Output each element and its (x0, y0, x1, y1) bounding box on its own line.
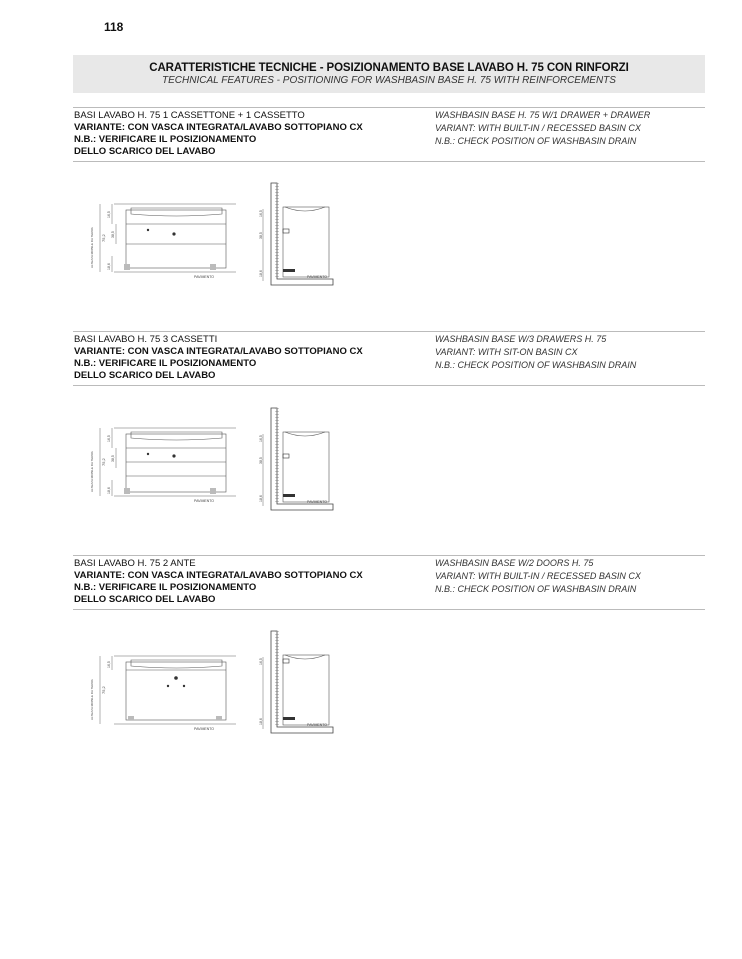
divider (73, 107, 705, 108)
divider (73, 161, 705, 162)
divider (73, 331, 705, 332)
floor-label: PAVIMENTO (194, 499, 215, 503)
en-variant: VARIANT: WITH SIT-ON BASIN CX (435, 347, 578, 357)
dim-a: 16,5 (259, 210, 263, 217)
dim-a: 16,5 (107, 211, 111, 218)
it-title: BASI LAVABO H. 75 1 CASSETTONE + 1 CASSETTO (74, 110, 305, 121)
en-variant: VARIANT: WITH BUILT-IN / RECESSED BASIN CX (435, 123, 641, 133)
english-description (435, 109, 650, 148)
dim-total: 75,2 (101, 686, 106, 694)
front-view-drawing (86, 648, 241, 734)
title-band (73, 55, 705, 93)
dim-c: 18,6 (259, 718, 263, 725)
en-title: WASHBASIN BASE W/2 DOORS H. 75 (435, 558, 594, 568)
dim-a: 16,5 (107, 661, 111, 668)
dim-c: 18,6 (259, 270, 263, 277)
axis-label: ALTEZZA MOBILE DA TERRA (90, 227, 94, 268)
it-note: N.B.: VERIFICARE IL POSIZIONAMENTO (74, 582, 257, 593)
dim-c: 18,6 (259, 495, 263, 502)
divider (73, 609, 705, 610)
it-note: N.B.: VERIFICARE IL POSIZIONAMENTO (74, 358, 257, 369)
page-title: CARATTERISTICHE TECNICHE - POSIZIONAMENTO BASE LAVABO H. 75 CON RINFORZI (149, 62, 629, 74)
floor-label: PAVIMENTO (307, 723, 328, 727)
dim-c: 18,6 (107, 263, 111, 270)
side-section-drawing (255, 629, 345, 739)
en-note: N.B.: CHECK POSITION OF WASHBASIN DRAIN (435, 136, 637, 146)
dim-a: 16,5 (107, 435, 111, 442)
floor-label: PAVIMENTO (194, 275, 215, 279)
it-variant: VARIANTE: CON VASCA INTEGRATA/LAVABO SOTTOPIANO CX (74, 346, 363, 357)
floor-label: PAVIMENTO (194, 727, 215, 731)
floor-label: PAVIMENTO (307, 500, 328, 504)
it-note-cont: DELLO SCARICO DEL LAVABO (74, 146, 216, 157)
front-view-drawing (86, 196, 241, 282)
divider (73, 385, 705, 386)
italian-description (74, 558, 363, 606)
divider (73, 555, 705, 556)
it-variant: VARIANTE: CON VASCA INTEGRATA/LAVABO SOTTOPIANO CX (74, 122, 363, 133)
en-note: N.B.: CHECK POSITION OF WASHBASIN DRAIN (435, 584, 637, 594)
en-title: WASHBASIN BASE H. 75 W/1 DRAWER + DRAWER (435, 110, 651, 120)
en-variant: VARIANT: WITH BUILT-IN / RECESSED BASIN CX (435, 571, 641, 581)
dim-b: 38,5 (111, 455, 115, 462)
it-note: N.B.: VERIFICARE IL POSIZIONAMENTO (74, 134, 257, 145)
dim-c: 18,6 (107, 487, 111, 494)
italian-description (74, 334, 363, 382)
english-description (435, 557, 641, 596)
dim-total: 75,2 (101, 234, 106, 242)
dim-b: 38,5 (111, 231, 115, 238)
it-title: BASI LAVABO H. 75 2 ANTE (74, 558, 196, 569)
english-description (435, 333, 636, 372)
it-note-cont: DELLO SCARICO DEL LAVABO (74, 370, 216, 381)
axis-label: ALTEZZA MOBILE DA TERRA (90, 679, 94, 720)
side-section-drawing (255, 406, 345, 516)
dim-b: 38,5 (259, 457, 263, 464)
it-title: BASI LAVABO H. 75 3 CASSETTI (74, 334, 218, 345)
dim-a: 16,5 (259, 658, 263, 665)
en-title: WASHBASIN BASE W/3 DRAWERS H. 75 (435, 334, 607, 344)
dim-a: 16,5 (259, 435, 263, 442)
page-subtitle: TECHNICAL FEATURES - POSITIONING FOR WASHBASIN BASE H. 75 WITH REINFORCEMENTS (162, 75, 616, 86)
italian-description (74, 110, 363, 158)
floor-label: PAVIMENTO (307, 275, 328, 279)
axis-label: ALTEZZA MOBILE DA TERRA (90, 451, 94, 492)
it-variant: VARIANTE: CON VASCA INTEGRATA/LAVABO SOTTOPIANO CX (74, 570, 363, 581)
dim-total: 75,2 (101, 458, 106, 466)
page-number: 118 (104, 20, 124, 34)
it-note-cont: DELLO SCARICO DEL LAVABO (74, 594, 216, 605)
front-view-drawing (86, 420, 241, 506)
side-section-drawing (255, 181, 345, 291)
en-note: N.B.: CHECK POSITION OF WASHBASIN DRAIN (435, 360, 637, 370)
dim-b: 38,5 (259, 232, 263, 239)
